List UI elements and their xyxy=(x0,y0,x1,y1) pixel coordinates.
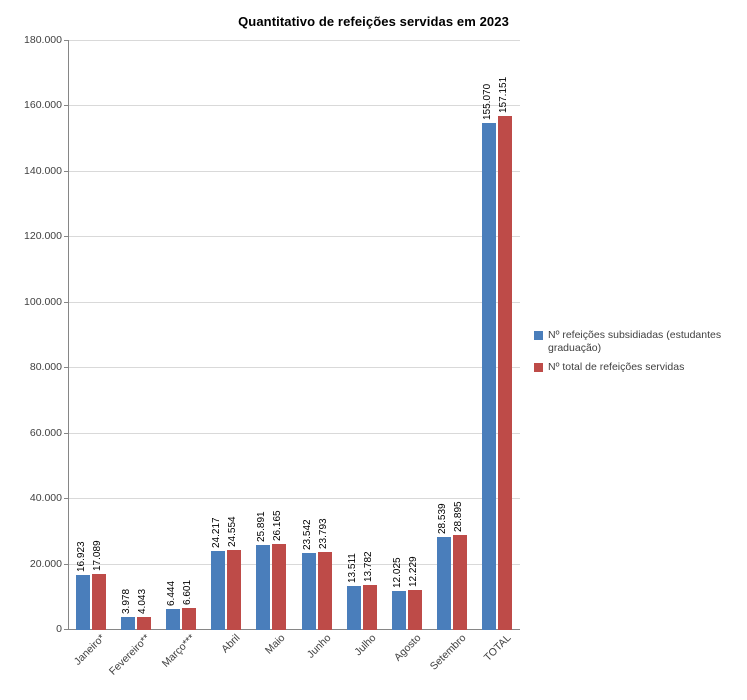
bar xyxy=(76,575,90,630)
bar xyxy=(482,123,496,630)
bar xyxy=(437,537,451,630)
bar xyxy=(137,617,151,630)
bar-value-label: 24.217 xyxy=(211,517,223,548)
x-tick-label: Maio xyxy=(263,632,288,657)
y-tick-label: 120.000 xyxy=(24,230,62,243)
bar xyxy=(392,591,406,630)
bar-value-label: 16.923 xyxy=(75,541,87,572)
x-tick-label: Junho xyxy=(304,632,334,661)
chart-legend xyxy=(534,329,744,380)
bar-value-label: 23.793 xyxy=(317,518,329,550)
x-tick-label: Setembro xyxy=(427,632,469,673)
legend-item xyxy=(534,329,744,355)
bar xyxy=(347,586,361,630)
bar xyxy=(121,617,135,630)
legend-swatch xyxy=(534,331,543,340)
y-tick-label: 140.000 xyxy=(24,164,62,177)
bar-value-label: 157.151 xyxy=(498,76,510,113)
bar-value-label: 25.891 xyxy=(256,511,268,543)
bar-value-label: 6.601 xyxy=(182,580,193,606)
y-tick-label: 100.000 xyxy=(24,295,62,308)
x-tick-label: Agosto xyxy=(391,632,424,664)
bar-value-label: 3.978 xyxy=(120,588,132,614)
legend-swatch xyxy=(534,363,543,372)
x-tick-label: Julho xyxy=(352,632,379,659)
bar-value-label: 155.070 xyxy=(482,83,494,120)
bar xyxy=(302,553,316,630)
chart-title: Quantitativo de refeições servidas em 2023 xyxy=(238,14,509,29)
bar xyxy=(92,574,106,630)
legend-item xyxy=(534,361,744,374)
bar-value-label: 4.043 xyxy=(136,588,148,614)
x-axis-tick-labels xyxy=(68,632,520,696)
bar xyxy=(318,552,332,630)
bar xyxy=(453,535,467,630)
y-tick-label: 20.000 xyxy=(29,557,62,570)
bar xyxy=(272,544,286,630)
bar xyxy=(227,550,241,630)
bar-value-label: 6.444 xyxy=(166,580,177,606)
bar-value-label: 26.165 xyxy=(272,510,284,542)
x-tick-label: Abril xyxy=(219,632,243,656)
x-tick-label: Março*** xyxy=(159,632,198,670)
bar-value-label: 28.895 xyxy=(453,501,465,533)
bar-value-label: 12.025 xyxy=(392,557,403,588)
bar xyxy=(363,585,377,630)
bar-value-label: 13.782 xyxy=(362,551,374,582)
bar xyxy=(211,551,225,630)
y-tick-label: 180.000 xyxy=(24,34,62,46)
plot-area xyxy=(68,40,520,630)
legend-label: Nº total de refeições servidas xyxy=(548,361,685,373)
y-tick-label: 0 xyxy=(56,623,62,635)
bar xyxy=(182,608,196,630)
y-tick-label: 160.000 xyxy=(24,99,62,112)
bar-value-label: 23.542 xyxy=(301,519,313,550)
bar-value-label: 28.539 xyxy=(437,503,449,534)
x-tick-label: TOTAL xyxy=(482,632,514,664)
bar-value-label: 13.511 xyxy=(346,552,358,583)
bar xyxy=(256,545,270,630)
y-tick-label: 60.000 xyxy=(29,426,62,439)
x-tick-label: Janeiro* xyxy=(71,632,108,668)
y-tick-label: 40.000 xyxy=(29,492,62,505)
bar xyxy=(166,609,180,630)
bar xyxy=(408,590,422,630)
x-tick-label: Fevereiro** xyxy=(106,632,153,678)
bars-layer xyxy=(68,40,520,630)
bar-value-label: 17.089 xyxy=(91,540,103,572)
bar-value-label: 24.554 xyxy=(227,516,239,547)
legend-label: Nº refeições subsidiadas (estudantes graduação) xyxy=(548,329,722,354)
y-tick-label: 80.000 xyxy=(29,361,62,374)
bar xyxy=(498,116,512,630)
bar-value-label: 12.229 xyxy=(408,556,419,587)
